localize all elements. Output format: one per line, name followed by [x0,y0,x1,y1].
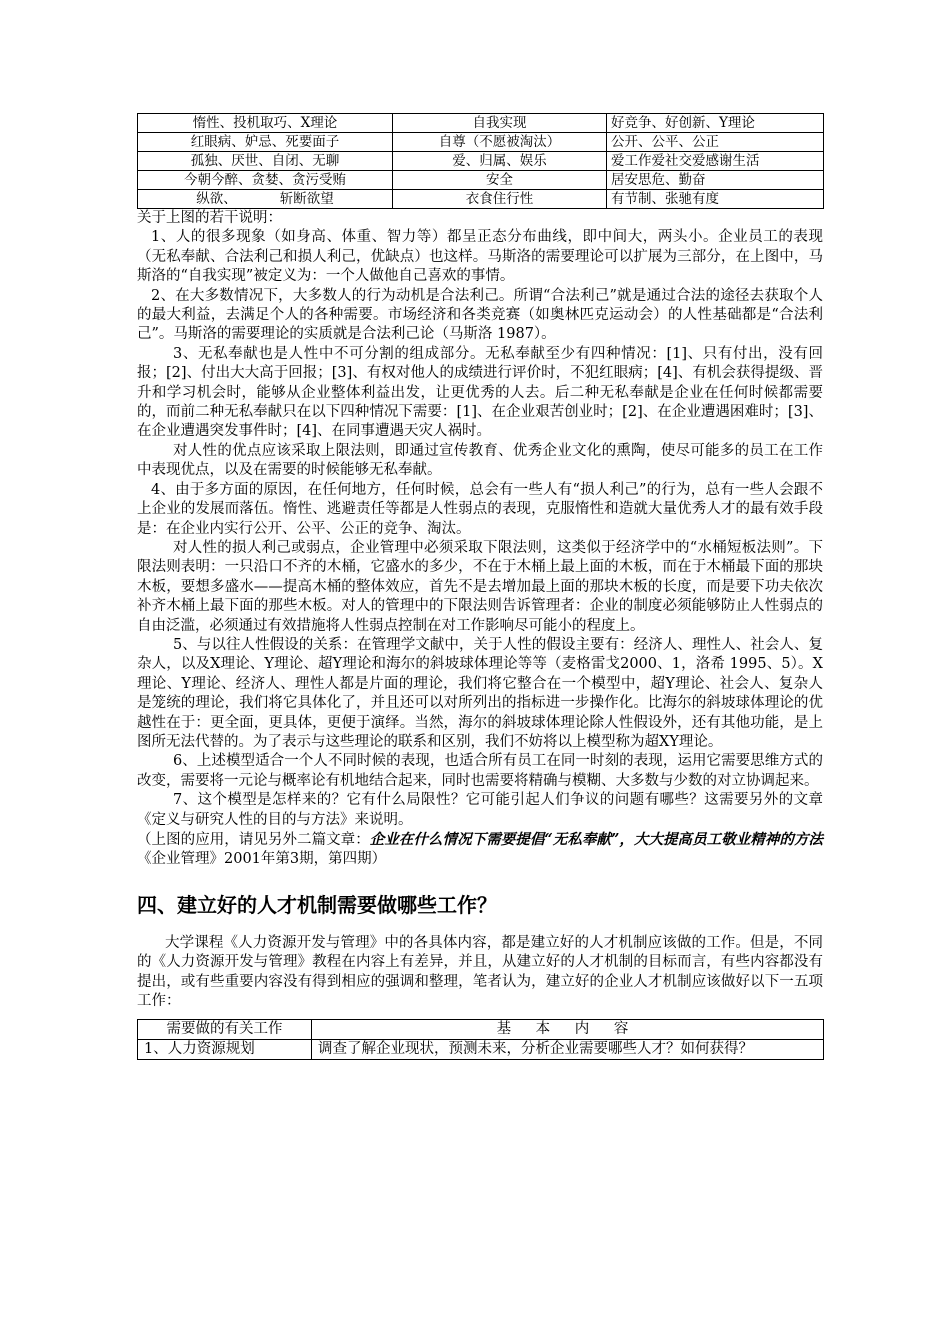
table-cell: 孤独、厌世、自闭、无聊 [138,152,393,171]
table-cell: 自我实现 [393,114,607,133]
section-intro: 大学课程《人力资源开发与管理》中的各具体内容，都是建立好的人才机制应该做的工作。但是，不同的《人力资源开发与管理》教程在内容上有差异，并且，从建立好的人才机制的目标而言，有些内容都没有提出，或有些重要内容没有得到相应的强调和整理，笔者认为，建立好的企业人才机制应该做好以下一五项工作： [137,934,823,1010]
table-row [138,133,824,152]
document-page [137,113,823,1060]
table-row [138,152,824,171]
note-paragraph-4: 4、由于多方面的原因，在任何地方，任何时候，总会有一些人有“损人利己”的行为，总有一些人会跟不上企业的发展而落伍。惰性、逃避责任等都是人性弱点的表现，克服惰性和造就大量优秀人才的最有效手段是：在企业内实行公开、公平、公正的竞争、淘汰。 [137,481,823,537]
table-cell: 公开、公平、公正 [607,133,824,152]
table-row [138,1040,824,1060]
reference-prefix: （上图的应用，请见另外二篇文章： [137,832,370,848]
hr-work-table [137,1019,824,1060]
table-row [138,171,824,190]
table-row [138,190,824,209]
reference-paragraph [137,830,823,870]
reference-source: 《企业管理》2001年第3期，第四期） [137,851,387,868]
note-paragraph-3b: 对人性的优点应该采取上限法则，即通过宣传教育、优秀企业文化的熏陶，使尽可能多的员工在工作中表现优点，以及在需要的时候能够无私奉献。 [137,442,823,479]
note-paragraph-5: 5、与以往人性假设的关系：在管理学文献中，关于人性的假设主要有：经济人、理性人、社会人、复杂人，以及X理论、Y理论、超Y理论和海尔的斜坡球体理论等等（麦格雷戈2000、1，洛希 1995、5）。X理论、Y理论、经济人、理性人都是片面的理论，我们将它整合在一个模型中，超Y理论、社会人、复杂人是笼统的理论，我们将它具体化了，并且还可以对所列出的指标进一步操作化。比海尔的斜坡球体理论的优越性在于：更全面，更具体，更便于演绎。当然，海尔的斜坡球体理论除人性假设外，还有其他功能，是上图所无法代替的。为了表示与这些理论的联系和区别，我们不妨将以上模型称为超XY理论。 [137,636,823,750]
table-row [138,114,824,133]
table-cell: 爱、归属、娱乐 [393,152,607,171]
table-header-cell: 需要做的有关工作 [138,1020,312,1040]
note-paragraph-7: 7、这个模型是怎样来的？它有什么局限性？它可能引起人们争议的问题有哪些？这需要另外的文章《定义与研究人性的目的与方法》来说明。 [137,792,823,828]
human-nature-table [137,113,824,209]
note-paragraph-6: 6、上述模型适合一个人不同时候的表现，也适合所有员工在同一时刻的表现，运用它需要思维方式的改变，需要将一元论与概率论有机地结合起来，同时也需要将精确与模糊、大多数与少数的对立协调起来。 [137,753,823,789]
table-header-row [138,1020,824,1040]
table-cell: 红眼病、妒忌、死要面子 [138,133,393,152]
table-cell: 自尊（不愿被淘汰） [393,133,607,152]
table-cell: 爱工作爱社交爱感谢生活 [607,152,824,171]
table-cell: 惰性、投机取巧、X理论 [138,114,393,133]
table-cell: 调查了解企业现状，预测未来，分析企业需要哪些人才？如何获得？ [312,1040,824,1060]
note-paragraph-1: 1、人的很多现象（如身高、体重、智力等）都呈正态分布曲线，即中间大，两头小。企业员工的表现（无私奉献、合法利己和损人利己，优缺点）也这样。马斯洛的需要理论可以扩展为三部分，在上图中，马斯洛的“自我实现”被定义为：一个人做他自己喜欢的事情。 [137,229,823,285]
reference-title: 企业在什么情况下需要提倡“无私奉献”，大大提高员工敬业精神的方法 [369,831,824,848]
table-cell: 有节制、张驰有度 [607,190,824,209]
note-paragraph-3: 3、无私奉献也是人性中不可分割的组成部分。无私奉献至少有四种情况：[1]、只有付出，没有回报；[2]、付出大大高于回报；[3]、有权对他人的成绩进行评价时，不犯红眼病；[4]、有机会获得提级、晋升和学习机会时，能够从企业整体利益出发，让更优秀的人去。后二种无私奉献是企业在任何时候都需要的，而前二种无私奉献只在以下四种情况下需要：[1]、在企业艰苦创业时；[2]、在企业遭遇困难时；[3]、在企业遭遇突发事件时；[4]、在同事遭遇天灾人祸时。 [137,345,823,440]
note-paragraph-4b: 对人性的损人利己或弱点，企业管理中必须采取下限法则，这类似于经济学中的“水桶短板法则”。下限法则表明：一只沿口不齐的木桶，它盛水的多少，不在于木桶上最上面的木板，而在于木桶最下面的那块木板，要想多盛水——提高木桶的整体效应，首先不是去增加最上面的那块木板的长度，而是要下功夫依次补齐木桶上最下面的那些木板。对人的管理中的下限法则告诉管理者：企业的制度必须能够防止人性弱点的自由泛滥，必须通过有效措施将人性弱点控制在对工作影响尽可能小的程度上。 [137,539,823,634]
note-paragraph-2: 2、在大多数情况下，大多数人的行为动机是合法利己。所谓“合法利己”就是通过合法的途径去获取个人的最大利益，去满足个人的各种需要。市场经济和各类竞赛（如奥林匹克运动会）的人性基础都是“合法利己”。马斯洛的需要理论的实质就是合法利己论（马斯洛 1987）。 [137,287,823,343]
section-title: 四、建立好的人才机制需要做哪些工作？ [137,892,497,917]
table-cell: 好竞争、好创新、Y理论 [607,114,824,133]
table-cell: 衣食住行性 [393,190,607,209]
table-cell: 纵欲、 斩断欲望 [138,190,393,209]
table-cell: 居安思危、勤奋 [607,171,824,190]
table-header-cell: 基 本 内 容 [312,1020,824,1040]
table-cell: 今朝今醉、贪婪、贪污受贿 [138,171,393,190]
notes-heading: 关于上图的若干说明： [137,210,282,226]
table-cell: 安全 [393,171,607,190]
table-cell: 1、人力资源规划 [138,1040,312,1060]
